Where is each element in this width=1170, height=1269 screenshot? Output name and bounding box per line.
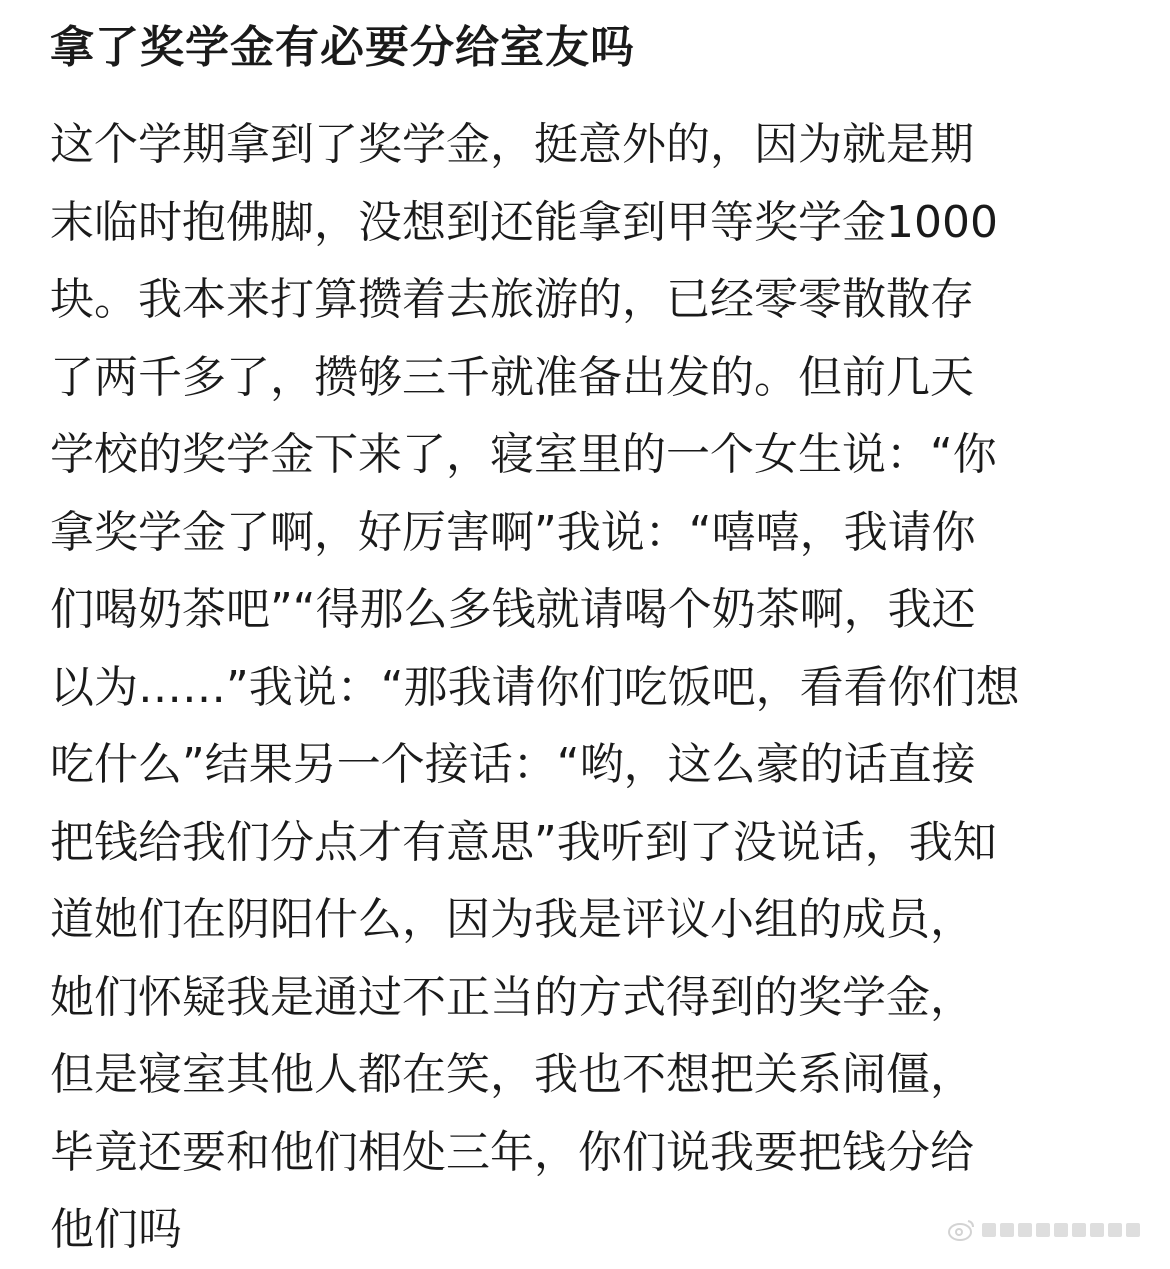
post-body-line: 末临时抱佛脚，没想到还能拿到甲等奖学金1000 xyxy=(50,196,998,248)
watermark-logo-icon xyxy=(946,1217,1156,1243)
post-body-line: 以为……”我说：“那我请你们吃饭吧，看看你们想 xyxy=(50,661,1020,713)
post-body xyxy=(50,106,1140,1269)
post-body-line: 他们吗 xyxy=(50,1204,182,1255)
post-body-line: 了两千多了，攒够三千就准备出发的。但前几天 xyxy=(50,351,974,403)
post-body-line: 块。我本来打算攒着去旅游的，已经零零散散存 xyxy=(50,274,974,325)
post-body-line: 这个学期拿到了奖学金，挺意外的，因为就是期 xyxy=(50,119,974,170)
post-body-line: 们喝奶茶吧”“得那么多钱就请喝个奶茶啊，我还 xyxy=(50,584,976,635)
post-title: 拿了奖学金有必要分给室友吗 xyxy=(50,22,635,73)
post-body-line: 道她们在阴阳什么，因为我是评议小组的成员， xyxy=(50,894,974,945)
post-body-line: 拿奖学金了啊，好厉害啊”我说：“嘻嘻，我请你 xyxy=(50,506,976,558)
post-body-line: 但是寝室其他人都在笑，我也不想把关系闹僵， xyxy=(50,1049,974,1100)
post-body-line: 毕竟还要和他们相处三年，你们说我要把钱分给 xyxy=(50,1126,974,1178)
post-body-line: 她们怀疑我是通过不正当的方式得到的奖学金， xyxy=(50,971,974,1023)
post-body-line: 学校的奖学金下来了，寝室里的一个女生说：“你 xyxy=(50,429,997,480)
post-body-line: 把钱给我们分点才有意思”我听到了没说话，我知 xyxy=(50,816,997,868)
post-body-line: 吃什么”结果另一个接话：“哟，这么豪的话直接 xyxy=(50,739,976,790)
